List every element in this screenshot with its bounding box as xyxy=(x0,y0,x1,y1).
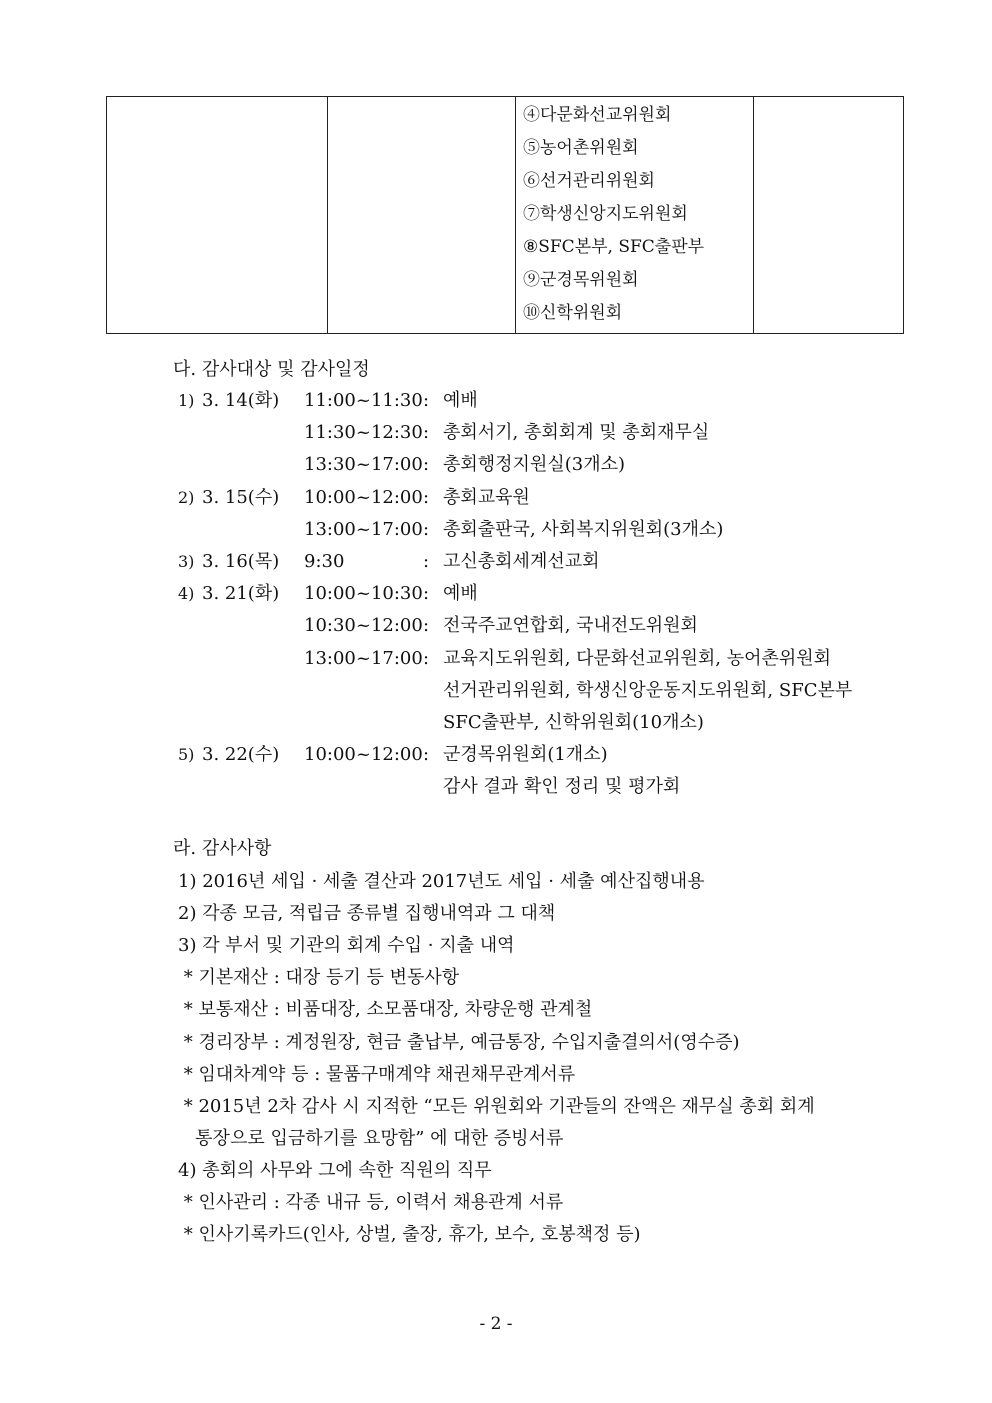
list-item: * 경리장부 : 계정원장, 현금 출납부, 예금통장, 수입지출결의서(영수증) xyxy=(178,1032,740,1053)
table-cell-empty xyxy=(328,97,516,334)
schedule-time: 9:30 xyxy=(304,551,345,572)
list-item: 1) 2016년 세입 · 세출 결산과 2017년도 세입 · 세출 예산집행내용 xyxy=(178,871,705,892)
schedule-sep: : xyxy=(423,615,430,636)
schedule-item: SFC출판부, 신학위원회(10개소) xyxy=(443,712,704,733)
list-item: * 임대차계약 등 : 물품구매계약 채권채무관계서류 xyxy=(178,1064,576,1085)
schedule-item: 총회서기, 총회회계 및 총회재무실 xyxy=(443,422,710,443)
schedule-time: 13:30~17:00 xyxy=(304,454,423,475)
schedule-time: 10:00~10:30 xyxy=(304,583,423,604)
list-item: ⑤농어촌위원회 xyxy=(523,138,639,158)
list-item: 2) 각종 모금, 적립금 종류별 집행내역과 그 대책 xyxy=(178,903,556,924)
list-item: * 2015년 2차 감사 시 지적한 “모든 위원회와 기관들의 잔액은 재무실 총회 회계 xyxy=(178,1096,815,1117)
schedule-item: 총회교육원 xyxy=(443,487,530,508)
table-cell-committees xyxy=(516,97,754,334)
schedule-sep: : xyxy=(423,648,430,669)
table-cell-empty xyxy=(107,97,328,334)
schedule-sep: : xyxy=(423,390,430,411)
schedule-item: 감사 결과 확인 정리 및 평가회 xyxy=(443,776,681,797)
schedule-item: 전국주교연합회, 국내전도위원회 xyxy=(443,615,698,636)
schedule-item: 고신총회세계선교회 xyxy=(443,551,600,572)
schedule-item: 예배 xyxy=(443,390,478,411)
schedule-time: 10:00~12:00 xyxy=(304,487,423,508)
schedule-sep: : xyxy=(423,583,430,604)
schedule-sep: : xyxy=(423,487,430,508)
list-item: ⑦학생신앙지도위원회 xyxy=(523,204,688,224)
list-item: ⑨군경목위원회 xyxy=(523,270,639,290)
list-item: * 인사기록카드(인사, 상벌, 출장, 휴가, 보수, 호봉책정 등) xyxy=(178,1224,641,1245)
schedule-time: 10:30~12:00 xyxy=(304,615,423,636)
schedule-time: 13:00~17:00 xyxy=(304,648,423,669)
page-number: - 2 - xyxy=(479,1314,513,1334)
schedule-sep: : xyxy=(423,519,430,540)
table-cell-empty xyxy=(754,97,904,334)
schedule-num: 5) xyxy=(178,745,195,764)
committee-table xyxy=(106,96,904,334)
schedule-sep: : xyxy=(423,454,430,475)
schedule-time: 13:00~17:00 xyxy=(304,519,423,540)
schedule-time: 11:30~12:30 xyxy=(304,422,423,443)
schedule-time: 11:00~11:30 xyxy=(304,390,423,411)
schedule-num: 1) xyxy=(178,391,195,410)
schedule-item: 총회행정지원실(3개소) xyxy=(443,454,625,475)
schedule-date: 3. 16(목) xyxy=(202,551,280,572)
list-item: * 인사관리 : 각종 내규 등, 이력서 채용관계 서류 xyxy=(178,1192,564,1213)
committee-list xyxy=(516,97,753,333)
list-item: 통장으로 입금하기를 요망함” 에 대한 증빙서류 xyxy=(178,1128,564,1149)
table-row xyxy=(107,97,904,334)
schedule-num: 3) xyxy=(178,552,195,571)
schedule-date: 3. 22(수) xyxy=(202,744,280,765)
schedule-sep: : xyxy=(423,422,430,443)
list-item: 3) 각 부서 및 기관의 회계 수입 · 지출 내역 xyxy=(178,935,515,956)
schedule-date: 3. 21(화) xyxy=(202,583,280,604)
list-item: ⑩신학위원회 xyxy=(523,303,623,323)
list-item: * 기본재산 : 대장 등기 등 변동사항 xyxy=(178,967,460,988)
schedule-num: 2) xyxy=(178,488,195,507)
schedule-date: 3. 14(화) xyxy=(202,390,280,411)
schedule-sep: : xyxy=(423,551,430,572)
list-item: ④다문화선교위원회 xyxy=(523,105,672,125)
schedule-item: 군경목위원회(1개소) xyxy=(443,744,608,765)
list-item: * 보통재산 : 비품대장, 소모품대장, 차량운행 관계철 xyxy=(178,999,593,1020)
schedule-item: 총회출판국, 사회복지위원회(3개소) xyxy=(443,519,724,540)
schedule-item: 교육지도위원회, 다문화선교위원회, 농어촌위원회 xyxy=(443,648,832,669)
schedule-num: 4) xyxy=(178,584,195,603)
schedule-item: 예배 xyxy=(443,583,478,604)
list-item: 4) 총회의 사무와 그에 속한 직원의 직무 xyxy=(178,1160,492,1181)
schedule-sep: : xyxy=(423,744,430,765)
schedule-time: 10:00~12:00 xyxy=(304,744,423,765)
list-item: ⑥선거관리위원회 xyxy=(523,171,655,191)
section-heading-audit-schedule: 다. 감사대상 및 감사일정 xyxy=(173,359,370,380)
schedule-item: 선거관리위원회, 학생신앙운동지도위원회, SFC본부 xyxy=(443,680,853,701)
schedule-date: 3. 15(수) xyxy=(202,487,280,508)
list-item: ⑧SFC본부, SFC출판부 xyxy=(523,237,705,257)
section-heading-audit-items: 라. 감사사항 xyxy=(173,838,272,859)
